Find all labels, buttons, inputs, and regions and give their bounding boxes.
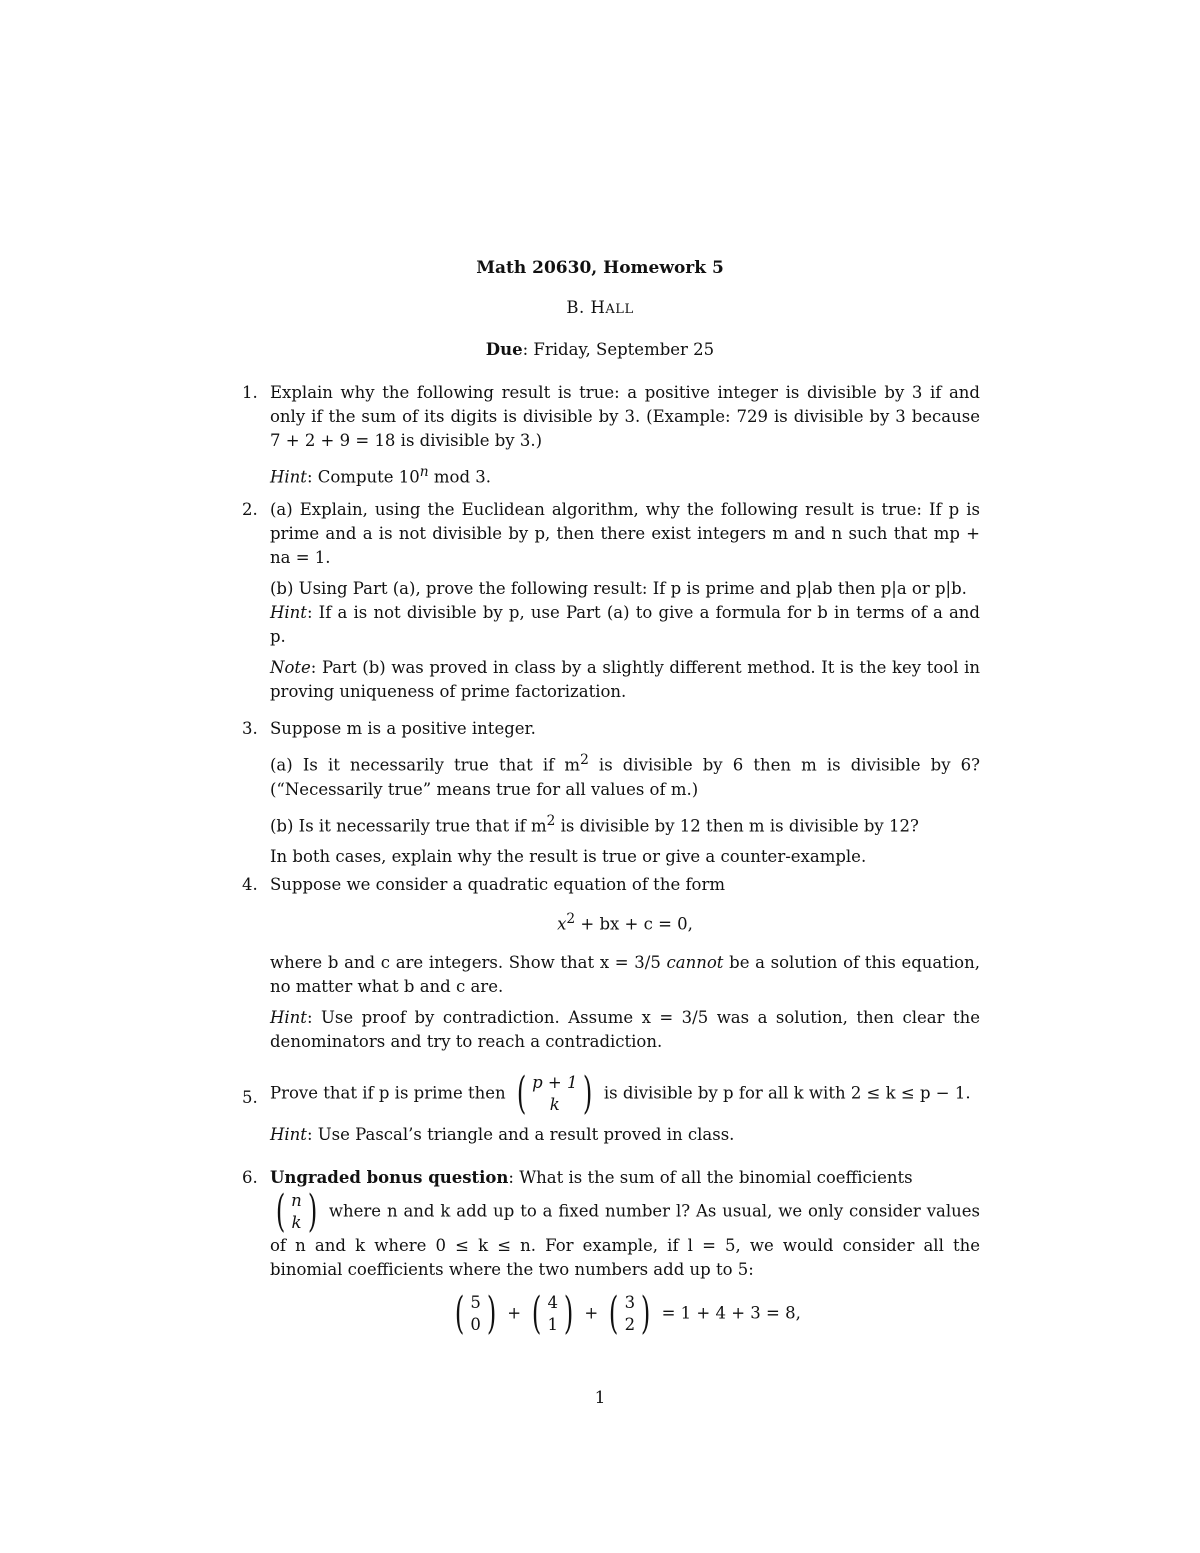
problem-2 [242, 498, 980, 711]
hint-label: Hint [270, 1007, 307, 1027]
hint-text: : If a is not divisible by p, use Part (a) to give a formula for b in terms of a and p. [270, 603, 980, 646]
problem-number: 5. [242, 1088, 258, 1107]
binom-top: 3 [624, 1293, 636, 1312]
hint-text-end: mod 3. [428, 467, 492, 487]
emphasis: cannot [666, 952, 724, 972]
problem-number: 1. [242, 383, 258, 402]
problem-4 [242, 873, 980, 1061]
author [0, 296, 1200, 322]
text-end: be a solution of this equation, no matter what b and c are. [270, 952, 980, 996]
problem-text [270, 951, 980, 999]
part-b: (b) Using Part (a), prove the following result: If p is prime and p|ab then p|a or p|b. [270, 579, 967, 598]
hint-text: : Use proof by contradiction. Assume x = 3/5 was a solution, then clear the denominators and try to reach a contradiction. [270, 1007, 980, 1051]
plus: + [507, 1303, 522, 1323]
eq-var: x [557, 914, 567, 934]
author-surname: ALL [605, 302, 634, 317]
hint [270, 601, 980, 649]
binomial-coefficient: ( p + 1 k ) [516, 1068, 593, 1119]
part-b [270, 809, 980, 839]
due-text: : Friday, September 25 [522, 340, 715, 359]
exponent: 2 [546, 812, 556, 829]
note-label: Note [270, 658, 311, 677]
text-end: is divisible by p for all k with 2 ≤ k ≤ p − 1. [603, 1083, 971, 1103]
problem-5 [242, 1068, 980, 1154]
binom-bottom: 2 [624, 1315, 636, 1334]
result: = 1 + 4 + 3 = 8, [661, 1303, 801, 1323]
eq-rest: + bx + c = 0, [575, 914, 693, 934]
problem-text-cont [270, 1186, 981, 1282]
part-a-text: (a) Is it necessarily true that if m [270, 755, 581, 775]
part-a-text-end: is divisible by 6 then m is divisible by 6? (“Necessarily true” means true for all values of m.) [270, 755, 980, 799]
problem-number: 4. [242, 875, 258, 894]
text: : What is the sum of all the binomial coefficients [508, 1168, 913, 1187]
text: where b and c are integers. Show that x = 3/5 [270, 952, 667, 972]
hint-label: Hint [270, 603, 307, 622]
problem-number: 3. [242, 719, 258, 738]
due-date [0, 338, 1200, 362]
bonus-label: Ungraded bonus question [270, 1168, 509, 1187]
problem-6 [242, 1166, 980, 1350]
document-title: Math 20630, Homework 5 [476, 258, 724, 278]
text: where n and k add up to a fixed number l? As usual, we only consider values of n and k where 0 ≤ k ≤ n. For example, if l = 5, we would consider all the binomial coefficients where the two numbers add up to 5: [270, 1201, 981, 1279]
binomial-coefficient: ( 5 0 ) [455, 1288, 497, 1339]
binom-top: 5 [470, 1293, 481, 1312]
note [270, 656, 980, 704]
binom-top: p + 1 [532, 1073, 578, 1092]
equation [270, 907, 980, 937]
due-label: Due [485, 340, 523, 359]
hint-text: : Compute 10 [306, 467, 420, 487]
hint [270, 1006, 980, 1054]
page-number: 1 [594, 1388, 606, 1408]
binom-bottom: 0 [470, 1315, 481, 1334]
part-b-text-end: is divisible by 12 then m is divisible by 12? [555, 816, 919, 835]
problem-text [270, 1166, 980, 1190]
binom-top: 4 [547, 1293, 558, 1312]
problem-text: Explain why the following result is true: a positive integer is divisible by 3 if and only if the sum of its digits is divisible by 3. (Example: 729 is divisible by 3 because 7 + 2 + 9 = 18 is divisible by 3.) [270, 383, 980, 450]
hint [270, 1123, 980, 1147]
binom-top: n [291, 1191, 302, 1210]
binomial-coefficient: ( 3 2 ) [609, 1288, 651, 1339]
part-b-text: (b) Is it necessarily true that if m [270, 816, 547, 835]
binom-bottom: 1 [547, 1315, 558, 1334]
binom-bottom: k [291, 1213, 302, 1232]
problem-number: 6. [242, 1168, 258, 1187]
exponent: 2 [580, 752, 589, 768]
problem-text [270, 1068, 980, 1119]
hint-exponent: n [419, 464, 429, 480]
text: Prove that if p is prime then [270, 1083, 506, 1103]
hint [270, 460, 980, 490]
author-initial: B. H [566, 298, 606, 317]
binomial-coefficient: ( n k ) [275, 1186, 318, 1237]
hint-text: : Use Pascal’s triangle and a result proved in class. [306, 1125, 735, 1144]
problem-number: 2. [242, 500, 258, 519]
part-a: (a) Explain, using the Euclidean algorithm, why the following result is true: If p is prime and a is not divisible by p, then there exist integers m and n such that mp + na = 1. [270, 500, 980, 567]
hint-label: Hint [270, 1125, 307, 1144]
problem-1 [242, 381, 980, 497]
note-text: : Part (b) was proved in class by a slightly different method. It is the key tool in proving uniqueness of prime factorization. [270, 658, 980, 701]
part-a [270, 748, 980, 802]
problem-3 [242, 717, 980, 876]
closing: In both cases, explain why the result is true or give a counter-example. [270, 847, 867, 866]
binom-bottom: k [549, 1095, 560, 1114]
problem-intro: Suppose m is a positive integer. [270, 719, 536, 738]
example-equation [270, 1288, 980, 1339]
exponent: 2 [566, 911, 576, 927]
plus: + [584, 1303, 599, 1323]
binomial-coefficient: ( 4 1 ) [532, 1288, 574, 1339]
problem-intro: Suppose we consider a quadratic equation of the form [270, 875, 726, 894]
hint-label: Hint [270, 467, 307, 487]
